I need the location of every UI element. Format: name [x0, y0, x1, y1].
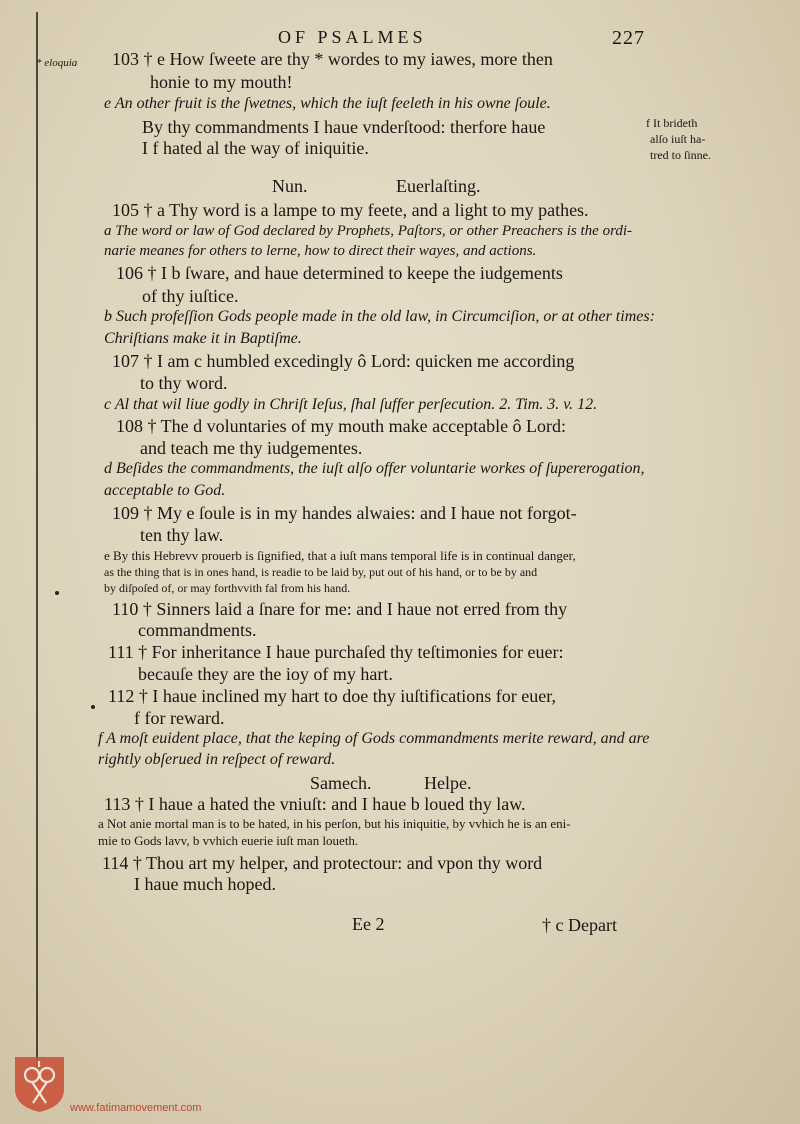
verse-103: 103 † e How ſweete are thy * wordes to my iawes, more then [112, 49, 553, 69]
verse-109: 109 † My e ſoule is in my handes alwaies: and I haue not forgot- [112, 503, 577, 523]
fatima-movement-logo [12, 1053, 67, 1113]
side-note-line: alſo iuſt ha- [650, 132, 706, 146]
annotation-a: a The word or law of God declared by Prophets, Paſtors, or other Preachers is the ordi- [104, 223, 633, 239]
annotation-e: e An other fruit is the ſwetnes, which the iuſt feeleth in his owne ſoule. [104, 95, 551, 112]
annotation-b: b Such profeſſion Gods people made in the old law, in Circumciſion, or at other times: [104, 308, 655, 325]
section-letter-nun: Nun. [272, 176, 308, 196]
annotation-f: f A moſt euident place, that the keping of Gods commandments merite reward, and are [98, 730, 650, 747]
annotation-c: c Al that wil liue godly in Chriſt Ieſus, ſhal ſuffer perſecution. 2. Tim. 3. v. 12. [104, 396, 598, 413]
annotation-e2-cont: as the thing that is in ones hand, is readie to be laid by, put out of his hand, or to be by and [104, 565, 538, 579]
annotation-d-cont: acceptable to God. [104, 482, 226, 499]
margin-dot [55, 591, 59, 595]
verse-112: 112 † I haue inclined my hart to doe thy iuſtifications for euer, [108, 686, 556, 706]
section-meaning-samech: Helpe. [424, 773, 472, 793]
verse-106: 106 † I b ſware, and haue determined to keepe the iudgements [116, 263, 563, 283]
annotation-d: d Beſides the commandments, the iuſt alſo offer voluntarie workes of ſupererogation, [104, 460, 645, 477]
verse-111-cont: becauſe they are the ioy of my hart. [138, 664, 393, 684]
running-title: OF PSALMES [278, 27, 427, 47]
section-letter-samech: Samech. [310, 773, 372, 793]
margin-note: * eloquia [36, 57, 78, 69]
signature-mark: Ee 2 [352, 914, 385, 934]
annotation-b-cont: Chriſtians make it in Baptiſme. [104, 330, 302, 347]
page-number: 227 [612, 27, 645, 49]
annotation-e2: e By this Hebrevv prouerb is ſignified, that a iuſt mans temporal life is in continual danger, [104, 548, 576, 563]
side-note-line: tred to ſinne. [650, 148, 711, 162]
verse-110: 110 † Sinners laid a ſnare for me: and I haue not erred from thy [112, 599, 568, 619]
verse-107-cont: to thy word. [140, 373, 228, 393]
margin-dot [91, 705, 95, 709]
verse-112-cont: f for reward. [134, 708, 225, 728]
annotation-e2-cont: by diſpoſed of, or may forthvvith fal from his hand. [104, 581, 351, 595]
verse-109-cont: ten thy law. [140, 525, 224, 545]
annotation-a2-cont: mie to Gods lavv, b vvhich euerie iuſt man loueth. [98, 833, 359, 848]
verse-111: 111 † For inheritance I haue purchaſed thy teſtimonies for euer: [108, 642, 564, 662]
verse-110-cont: commandments. [138, 620, 257, 640]
annotation-a-cont: narie meanes for others to lerne, how to direct their wayes, and actions. [104, 243, 537, 259]
verse-106-cont: of thy iuſtice. [142, 286, 239, 306]
verse-104-cont: I f hated al the way of iniquitie. [142, 138, 369, 158]
left-margin-rule [36, 12, 38, 1067]
watermark-url[interactable]: www.fatimamovement.com [70, 1102, 202, 1114]
verse-113: 113 † I haue a hated the vniuſt: and I haue b loued thy law. [104, 794, 526, 814]
verse-114: 114 † Thou art my helper, and protectour: and vpon thy word [102, 853, 543, 873]
verse-107: 107 † I am c humbled excedingly ô Lord: quicken me according [112, 351, 575, 371]
verse-103-cont: honie to my mouth! [150, 72, 293, 92]
verse-108-cont: and teach me thy iudgementes. [140, 438, 363, 458]
section-meaning-nun: Euerlaſting. [396, 176, 481, 196]
verse-104: By thy commandments I haue vnderſtood: therfore haue [142, 117, 546, 137]
verse-105: 105 † a Thy word is a lampe to my feete, and a light to my pathes. [112, 200, 589, 220]
verse-108: 108 † The d voluntaries of my mouth make acceptable ô Lord: [116, 416, 567, 436]
catchword: † c Depart [542, 915, 617, 935]
verse-114-cont: I haue much hoped. [134, 874, 276, 894]
annotation-a2: a Not anie mortal man is to be hated, in his perſon, but his iniquitie, by vvhich he is an eni- [98, 816, 571, 831]
side-note-line: f It brideth [646, 116, 698, 130]
annotation-f-cont: rightly obſerued in reſpect of reward. [98, 751, 336, 768]
